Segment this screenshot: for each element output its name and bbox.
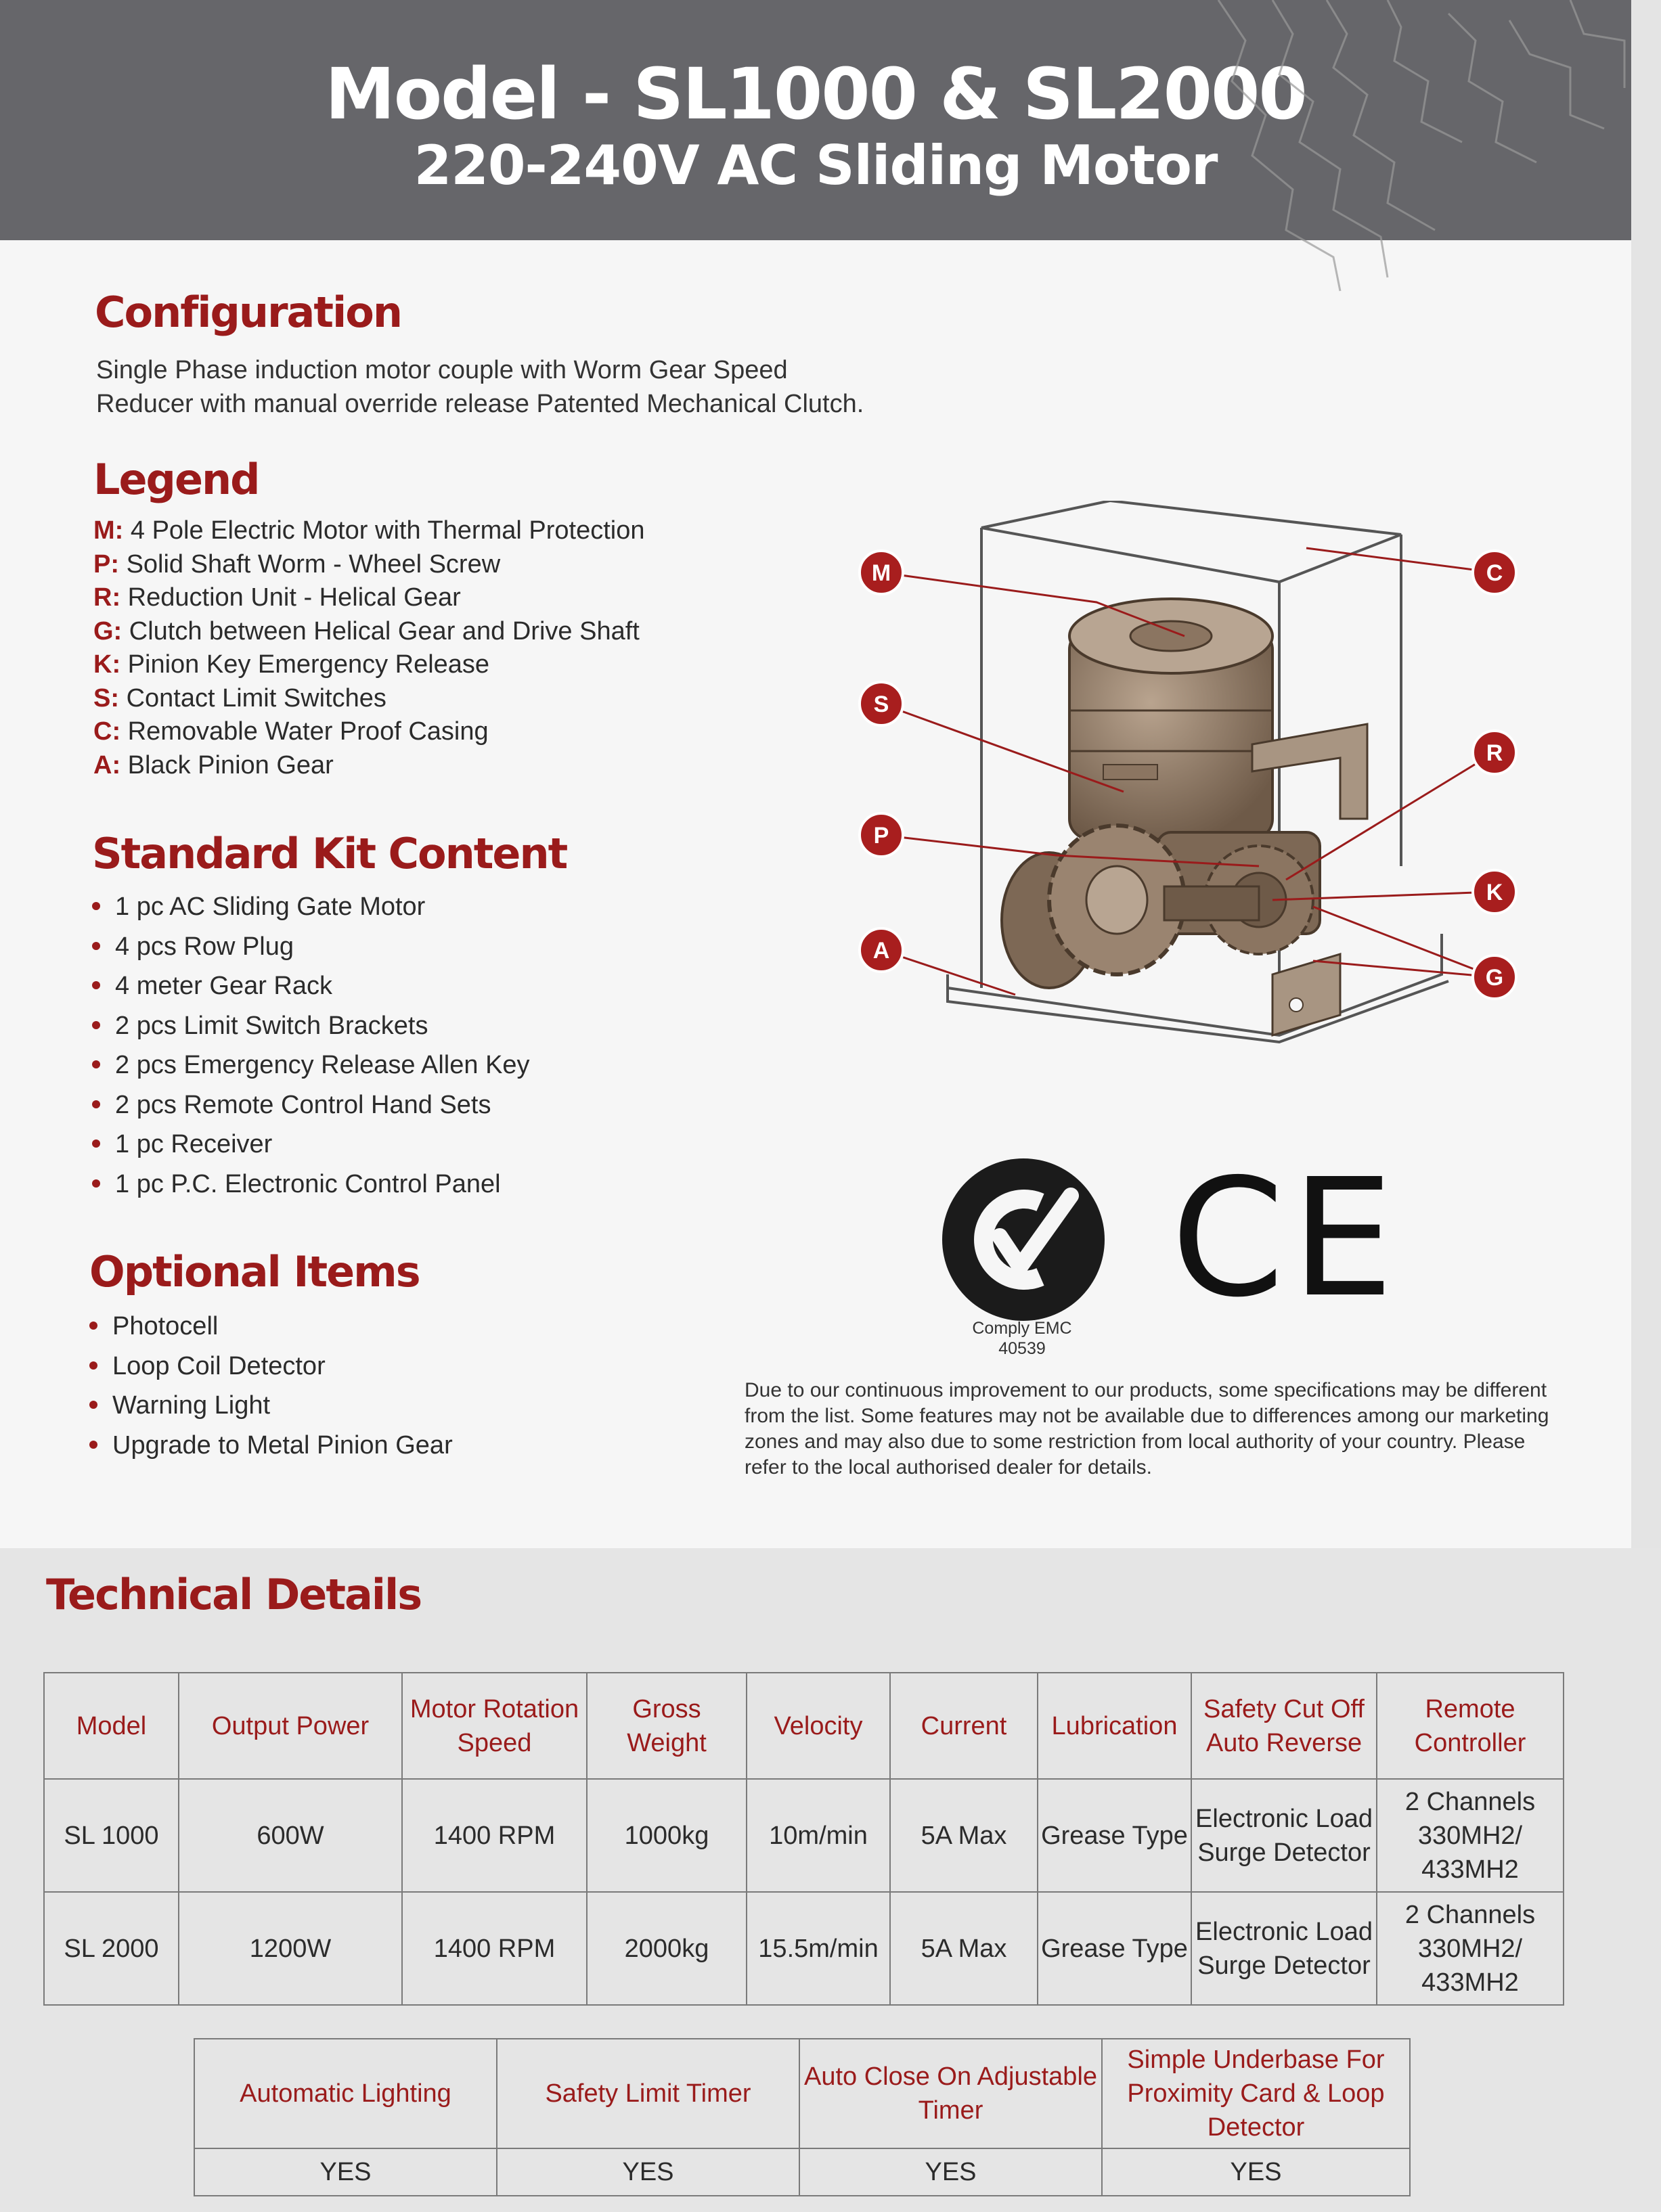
features-table	[194, 2038, 1411, 2196]
configuration-line-1: Single Phase induction motor couple with Worm Gear Speed	[96, 356, 788, 384]
configuration-heading: Configuration	[95, 288, 402, 337]
spec-table	[43, 1672, 1564, 2006]
kit-item: 2 pcs Remote Control Hand Sets	[92, 1085, 530, 1125]
legend-key: A:	[93, 750, 121, 780]
page-title: Model - SL1000 & SL2000	[325, 53, 1306, 135]
legend-item	[93, 514, 644, 548]
kit-item: 2 pcs Limit Switch Brackets	[92, 1006, 530, 1046]
callout-p	[860, 813, 903, 857]
motor-diagram	[839, 501, 1543, 1089]
feature-value-cell: YES	[1102, 2148, 1410, 2196]
spec-header-cell: Lubrication	[1038, 1673, 1191, 1779]
spec-cell: 2 Channels 330MH2/ 433MH2	[1377, 1892, 1564, 2005]
configuration-text	[96, 353, 864, 421]
callout-s-label: S	[873, 692, 889, 717]
callout-k-label: K	[1486, 880, 1503, 905]
legend-text: Contact Limit Switches	[126, 683, 386, 713]
kit-item: 4 pcs Row Plug	[92, 927, 530, 967]
feature-header-cell: Automatic Lighting	[194, 2039, 497, 2148]
feature-value-cell: YES	[194, 2148, 497, 2196]
spec-cell: SL 1000	[44, 1779, 179, 1892]
spec-header-cell: Current	[890, 1673, 1038, 1779]
comply-line-2: 40539	[998, 1339, 1046, 1358]
legend-text: Pinion Key Emergency Release	[127, 650, 490, 679]
legend-text: Reduction Unit - Helical Gear	[127, 583, 461, 612]
spec-cell: Grease Type	[1038, 1892, 1191, 2005]
optional-item: Loop Coil Detector	[89, 1347, 453, 1386]
spec-cell: 2 Channels 330MH2/ 433MH2	[1377, 1779, 1564, 1892]
legend-heading: Legend	[93, 455, 259, 504]
legend-item	[93, 648, 644, 682]
spec-cell: 600W	[179, 1779, 402, 1892]
legend-text: Black Pinion Gear	[127, 750, 334, 780]
optional-list	[89, 1307, 453, 1465]
feature-value-cell: YES	[799, 2148, 1102, 2196]
spec-header-cell: Motor Rotation Speed	[402, 1673, 587, 1779]
comply-line-1: Comply EMC	[972, 1319, 1072, 1338]
legend-text: Clutch between Helical Gear and Drive Shaft	[129, 616, 640, 646]
page-subtitle: 220-240V AC Sliding Motor	[414, 134, 1218, 197]
callout-a-label: A	[872, 938, 890, 964]
features-header-row	[194, 2039, 1410, 2148]
leader-r	[1286, 752, 1494, 880]
legend-text: 4 Pole Electric Motor with Thermal Protection	[130, 516, 645, 545]
legend-item	[93, 615, 644, 649]
spec-header-row	[44, 1673, 1564, 1779]
ce-mark: CE	[1171, 1144, 1401, 1333]
legend-key: M:	[93, 516, 124, 545]
callout-p-label: P	[873, 823, 889, 849]
spec-header-cell: Remote Controller	[1377, 1673, 1564, 1779]
kit-item: 1 pc AC Sliding Gate Motor	[92, 887, 530, 927]
legend-item	[93, 715, 644, 749]
callout-r	[1473, 731, 1516, 774]
legend-text: Removable Water Proof Casing	[127, 717, 489, 746]
feature-header-cell: Safety Limit Timer	[497, 2039, 799, 2148]
spec-cell: SL 2000	[44, 1892, 179, 2005]
decorative-gear-outline	[1191, 0, 1661, 318]
callout-r-label: R	[1486, 740, 1503, 766]
kit-item: 2 pcs Emergency Release Allen Key	[92, 1045, 530, 1085]
legend-item	[93, 581, 644, 615]
kit-list	[92, 887, 530, 1204]
legend-text: Solid Shaft Worm - Wheel Screw	[126, 549, 501, 579]
spec-cell: 15.5m/min	[747, 1892, 890, 2005]
spec-header-cell: Model	[44, 1673, 179, 1779]
feature-header-cell: Simple Underbase For Proximity Card & Loop Detector	[1102, 2039, 1410, 2148]
table-row	[44, 1892, 1564, 2005]
callout-k	[1473, 870, 1516, 913]
spec-cell: 1000kg	[587, 1779, 747, 1892]
legend-key: G:	[93, 616, 123, 646]
callout-s	[860, 682, 903, 725]
disclaimer-text: Due to our continuous improvement to our products, some specifications may be different from the list. Some features may not be available due to differences among our marketing zones and may also due to some restriction from local authority of your country. Please refer to the local authorised dealer for details.	[745, 1379, 1549, 1479]
configuration-line-2: Reducer with manual override release Patented Mechanical Clutch.	[96, 390, 864, 418]
legend-list	[93, 514, 644, 782]
legend-key: C:	[93, 717, 121, 746]
callout-m	[860, 551, 903, 594]
kit-heading: Standard Kit Content	[92, 829, 567, 878]
spec-header-cell: Safety Cut Off Auto Reverse	[1191, 1673, 1377, 1779]
feature-header-cell: Auto Close On Adjustable Timer	[799, 2039, 1102, 2148]
legend-key: R:	[93, 583, 121, 612]
spec-cell: Electronic Load Surge Detector	[1191, 1892, 1377, 2005]
callout-c	[1473, 551, 1516, 594]
legend-item	[93, 682, 644, 716]
spec-cell: Electronic Load Surge Detector	[1191, 1779, 1377, 1892]
spec-cell: 1200W	[179, 1892, 402, 2005]
kit-item: 1 pc Receiver	[92, 1125, 530, 1165]
legend-item	[93, 548, 644, 582]
kit-item: 1 pc P.C. Electronic Control Panel	[92, 1165, 530, 1204]
spec-cell: 5A Max	[890, 1892, 1038, 2005]
spec-cell: 1400 RPM	[402, 1779, 587, 1892]
optional-item: Warning Light	[89, 1386, 453, 1426]
table-row	[194, 2148, 1410, 2196]
optional-item: Photocell	[89, 1307, 453, 1347]
table-row	[44, 1779, 1564, 1892]
spec-cell: 10m/min	[747, 1779, 890, 1892]
optional-heading: Optional Items	[89, 1247, 420, 1296]
spec-header-cell: Gross Weight	[587, 1673, 747, 1779]
callout-m-label: M	[871, 560, 891, 586]
comply-emc	[934, 1318, 1110, 1359]
callout-a	[860, 928, 903, 972]
spec-cell: Grease Type	[1038, 1779, 1191, 1892]
legend-item	[93, 749, 644, 783]
optional-item: Upgrade to Metal Pinion Gear	[89, 1426, 453, 1466]
feature-value-cell: YES	[497, 2148, 799, 2196]
callout-g-label: G	[1485, 965, 1504, 991]
legend-key: K:	[93, 650, 121, 679]
callout-g	[1473, 955, 1516, 999]
callout-c-label: C	[1486, 560, 1503, 586]
spec-header-cell: Output Power	[179, 1673, 402, 1779]
kit-item: 4 meter Gear Rack	[92, 966, 530, 1006]
motor-body	[1069, 599, 1272, 839]
c-tick-logo	[939, 1155, 1108, 1324]
technical-heading: Technical Details	[46, 1570, 422, 1619]
spec-header-cell: Velocity	[747, 1673, 890, 1779]
spec-cell: 2000kg	[587, 1892, 747, 2005]
legend-key: P:	[93, 549, 119, 579]
spec-cell: 5A Max	[890, 1779, 1038, 1892]
spec-cell: 1400 RPM	[402, 1892, 587, 2005]
legend-key: S:	[93, 683, 119, 713]
